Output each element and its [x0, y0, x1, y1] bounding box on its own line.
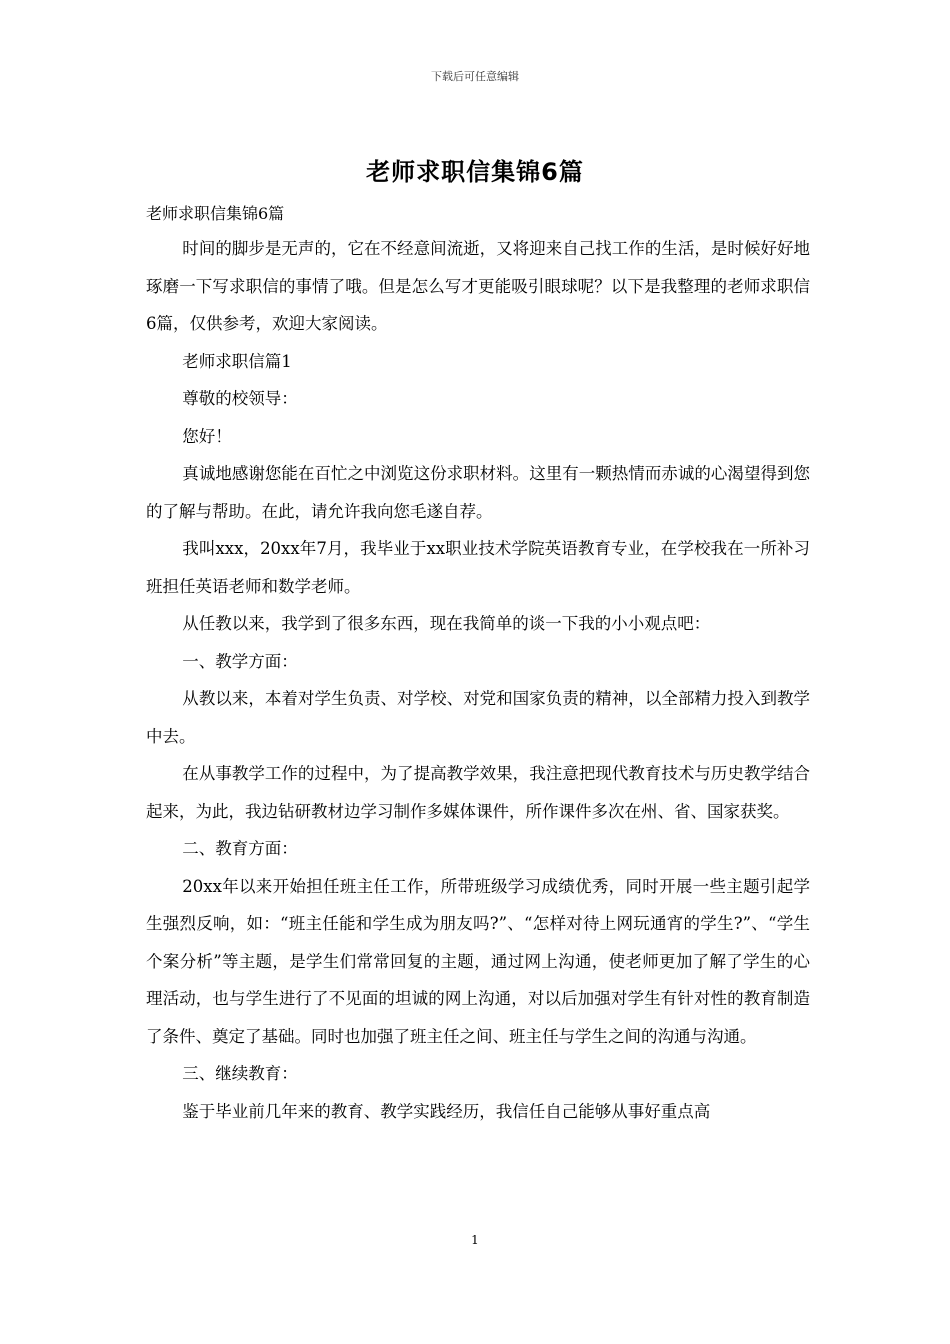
paragraph: 鉴于毕业前几年来的教育、教学实践经历，我信任自己能够从事好重点高 — [182, 1101, 711, 1121]
paragraph: 您好！ — [182, 426, 232, 446]
paragraph: 从任教以来，我学到了很多东西，现在我简单的谈一下我的小小观点吧： — [182, 614, 711, 633]
paragraph: 我叫xxx，20xx年7月，我毕业于xx职业技术学院英语教育专业，在学校我在一所补习班担任英语老师和数学老师。 — [146, 539, 810, 596]
section-heading: 三、继续教育： — [182, 1064, 298, 1083]
document-body — [146, 230, 810, 1130]
page-header: 下载后可任意编辑 — [431, 70, 519, 83]
document-subtitle: 老师求职信集锦6篇 — [146, 204, 285, 223]
section-heading: 一、教学方面： — [182, 651, 298, 671]
paragraph: 尊敬的校领导： — [182, 389, 298, 408]
page-number: 1 — [471, 1233, 479, 1247]
paragraph: 从教以来，本着对学生负责、对学校、对党和国家负责的精神，以全部精力投入到教学中去。 — [146, 689, 810, 746]
section-heading: 二、教育方面： — [182, 839, 298, 858]
paragraph: 在从事教学工作的过程中，为了提高教学效果，我注意把现代教育技术与历史教学结合起来，为此，我边钻研教材边学习制作多媒体课件，所作课件多次在州、省、国家获奖。 — [146, 764, 810, 821]
document-title: 老师求职信集锦6篇 — [366, 158, 584, 186]
paragraph: 老师求职信篇1 — [182, 351, 292, 371]
paragraph: 时间的脚步是无声的，它在不经意间流逝，又将迎来自己找工作的生活，是时候好好地琢磨一下写求职信的事情了哦。但是怎么写才更能吸引眼球呢？以下是我整理的老师求职信6篇，仅供参考，欢迎大家阅读。 — [146, 239, 810, 333]
paragraph: 20xx年以来开始担任班主任工作，所带班级学习成绩优秀，同时开展一些主题引起学生强烈反响，如：“班主任能和学生成为朋友吗?”、“怎样对待上网玩通宵的学生?”、“学生个案分析”等主题，是学生们常常回复的主题，通过网上沟通，使老师更加了解了学生的心理活动，也与学生进行了不见面的坦诚的网上沟通，对以后加强对学生有针对性的教育制造了条件、奠定了基础。同时也加强了班主任之间、班主任与学生之间的沟通与沟通。 — [146, 876, 810, 1046]
paragraph: 真诚地感谢您能在百忙之中浏览这份求职材料。这里有一颗热情而赤诚的心渴望得到您的了解与帮助。在此，请允许我向您毛遂自荐。 — [146, 464, 810, 521]
